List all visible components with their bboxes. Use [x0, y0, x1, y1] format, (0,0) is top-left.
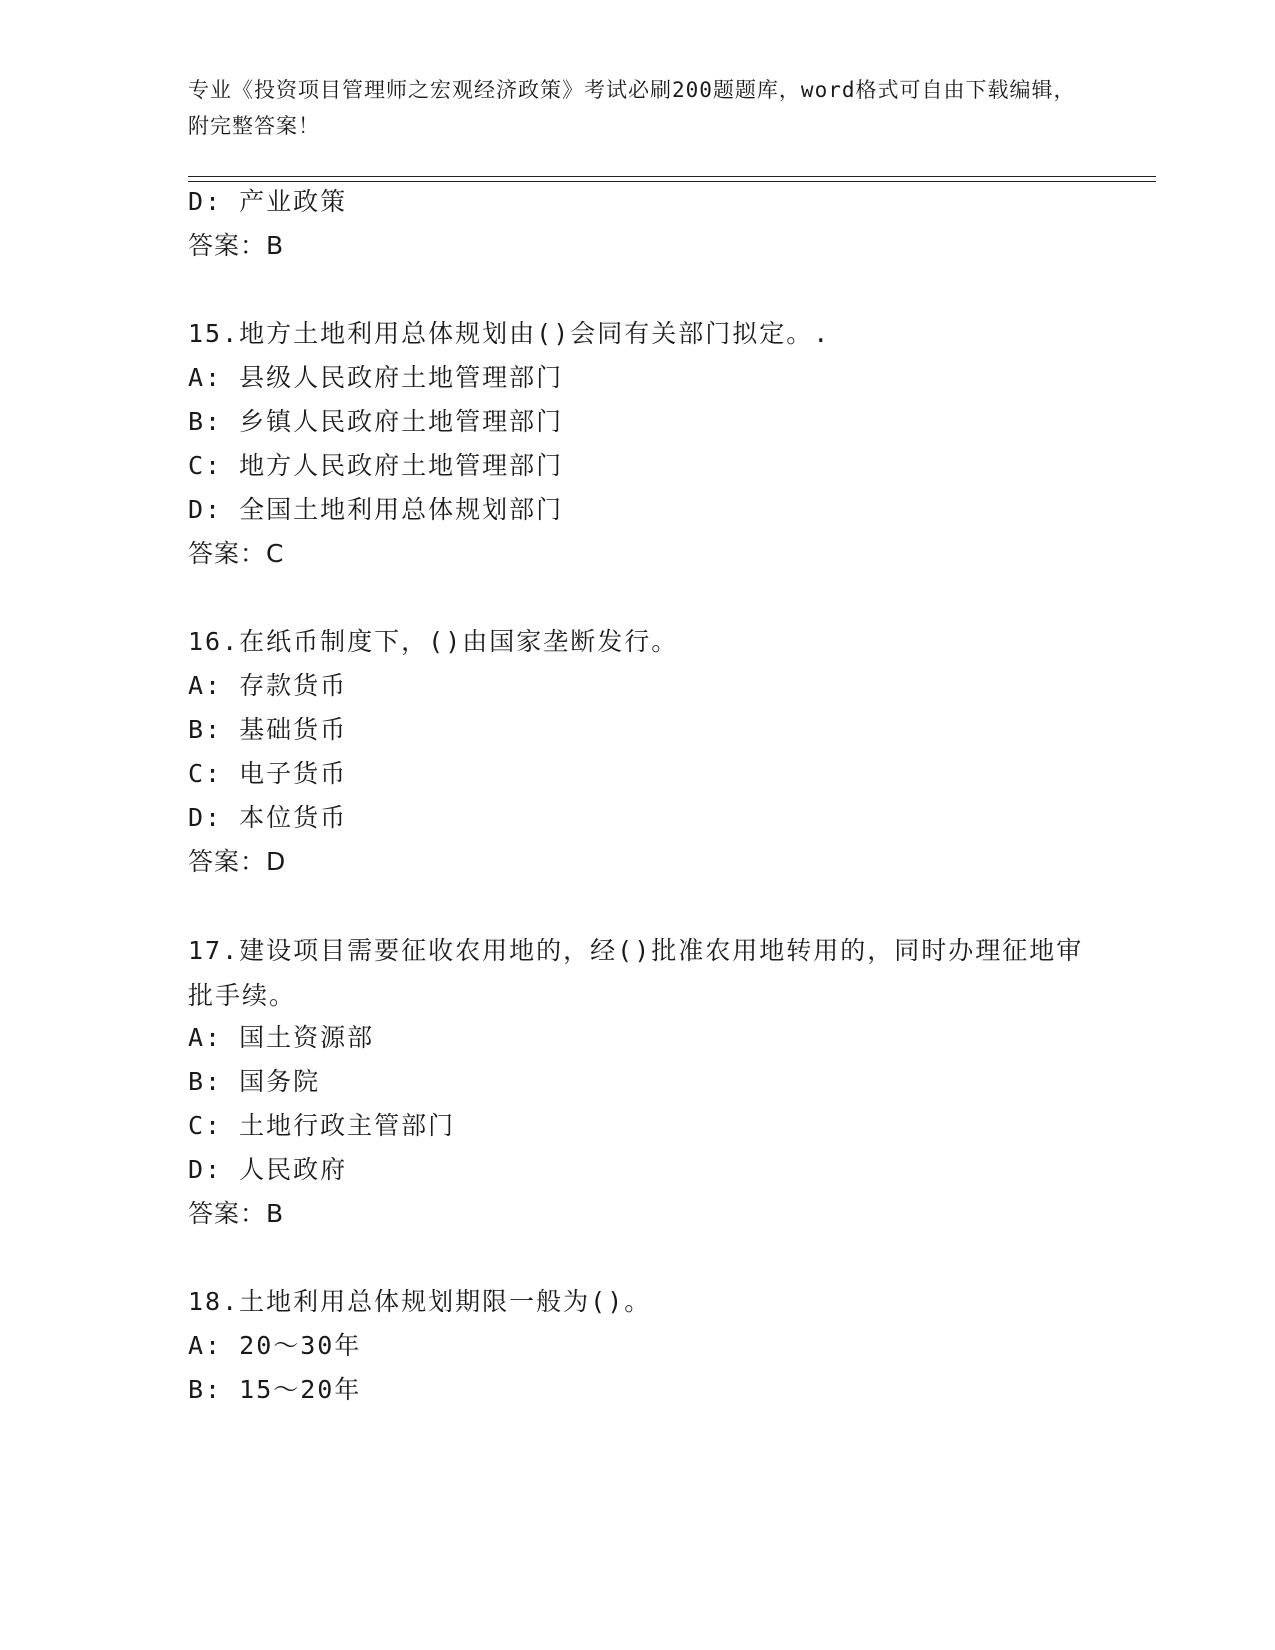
question-15-option-d: D: 全国土地利用总体规划部门	[188, 495, 564, 524]
prev-answer: 答案：B	[188, 231, 285, 260]
question-15-stem: 15.地方土地利用总体规划由()会同有关部门拟定。.	[188, 319, 831, 348]
header-divider-bottom	[188, 181, 1156, 182]
question-17-option-c: C: 土地行政主管部门	[188, 1111, 456, 1140]
question-18-option-a: A: 20～30年	[188, 1331, 362, 1360]
prev-option-d: D: 产业政策	[188, 187, 348, 216]
question-15-option-a: A: 县级人民政府土地管理部门	[188, 363, 564, 392]
header-divider-top	[188, 176, 1156, 177]
document-header: 专业《投资项目管理师之宏观经济政策》考试必刷200题题库，word格式可自由下载编辑，附完整答案！	[188, 78, 1076, 138]
question-16-option-a: A: 存款货币	[188, 671, 348, 700]
question-15-answer: 答案：C	[188, 539, 285, 568]
question-18-option-b: B: 15～20年	[188, 1375, 362, 1404]
question-17-answer: 答案：B	[188, 1199, 285, 1228]
question-17-stem: 17.建设项目需要征收农用地的，经()批准农用地转用的，同时办理征地审批手续。	[188, 936, 1084, 1010]
question-16-option-b: B: 基础货币	[188, 715, 348, 744]
question-17-option-d: D: 人民政府	[188, 1155, 348, 1184]
question-16-option-c: C: 电子货币	[188, 759, 348, 788]
question-15-option-b: B: 乡镇人民政府土地管理部门	[188, 407, 564, 436]
question-17-option-b: B: 国务院	[188, 1067, 321, 1096]
question-16-option-d: D: 本位货币	[188, 803, 348, 832]
question-16-answer: 答案：D	[188, 847, 287, 876]
question-17-option-a: A: 国土资源部	[188, 1023, 375, 1052]
question-16-stem: 16.在纸币制度下，()由国家垄断发行。	[188, 627, 679, 656]
question-18-stem: 18.土地利用总体规划期限一般为()。	[188, 1287, 652, 1316]
question-15-option-c: C: 地方人民政府土地管理部门	[188, 451, 564, 480]
